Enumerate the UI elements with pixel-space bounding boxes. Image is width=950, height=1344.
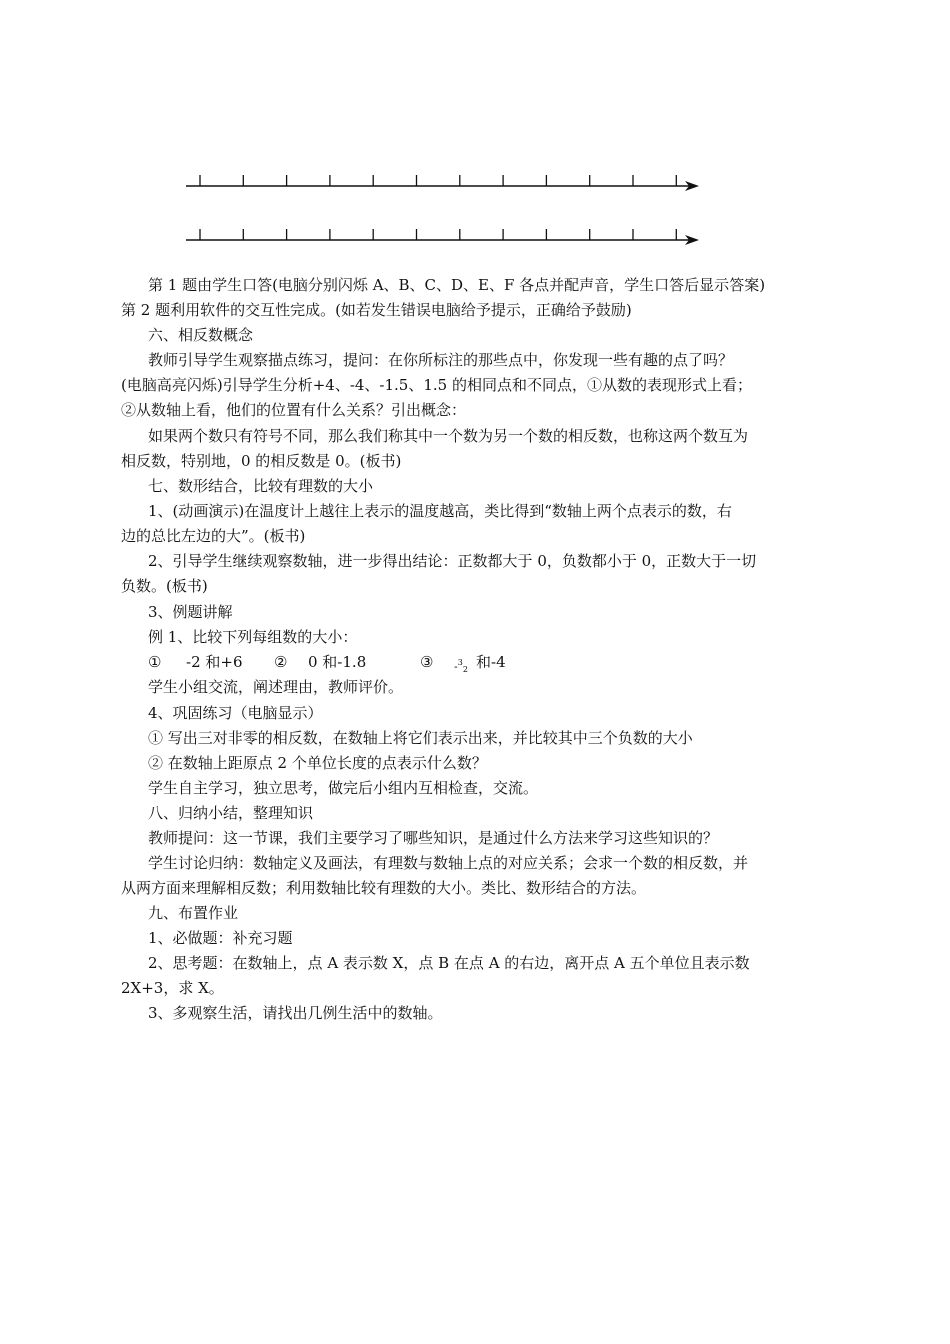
text-line: ②从数轴上看，他们的位置有什么关系？引出概念：: [121, 401, 467, 419]
text-line: 从两方面来理解相反数；利用数轴比较有理数的大小。类比、数形结合的方法。: [121, 879, 647, 897]
example-item: 和-4: [476, 653, 506, 671]
number-line-2: [186, 229, 699, 245]
fraction-sign: -: [454, 660, 458, 673]
text-line: ② 在数轴上距原点 2 个单位长度的点表示什么数？: [148, 754, 487, 772]
text-line: 负数。(板书): [121, 577, 208, 595]
text-line: 如果两个数只有符号不同，那么我们称其中一个数为另一个数的相反数，也称这两个数互为: [148, 427, 749, 445]
text-line: ① 写出三对非零的相反数，在数轴上将它们表示出来，并比较其中三个负数的大小: [148, 729, 693, 747]
fraction-denominator: 2: [462, 665, 468, 674]
text-line: 学生讨论归纳：数轴定义及画法，有理数与数轴上点的对应关系；会求一个数的相反数，并: [148, 854, 749, 872]
text-line: 2、引导学生继续观察数轴，进一步得出结论：正数都大于 0，负数都小于 0，正数大于一切: [148, 552, 757, 570]
text-line: 九、布置作业: [148, 904, 239, 922]
text-line: 七、数形结合，比较有理数的大小: [148, 477, 374, 495]
text-line: 教师提问：这一节课，我们主要学习了哪些知识，是通过什么方法来学习这些知识的？: [148, 829, 719, 847]
text-line: 2、思考题：在数轴上，点 A 表示数 X，点 B 在点 A 的右边，离开点 A 五个单位且表示数: [148, 954, 750, 972]
item-number: ①: [148, 653, 162, 671]
text-line: 例 1、比较下列每组数的大小：: [148, 628, 358, 646]
fraction-numerator: 3: [457, 658, 463, 667]
text-line: 2X+3，求 X。: [121, 979, 224, 997]
text-line: 1、(动画演示)在温度计上越往上表示的温度越高，类比得到“数轴上两个点表示的数，右: [148, 502, 732, 520]
text-line: 六、相反数概念: [148, 326, 254, 344]
text-line: 相反数，特别地，0 的相反数是 0。(板书): [121, 452, 402, 470]
example-item: 0 和-1.8: [308, 653, 367, 671]
item-number: ②: [274, 653, 288, 671]
tick-marks: [200, 175, 676, 186]
text-line: 边的总比左边的大”。(板书): [121, 527, 306, 545]
number-lines: [180, 170, 710, 255]
example-item: -2 和+6: [186, 653, 243, 671]
text-line: 学生自主学习，独立思考，做完后小组内互相检查，交流。: [148, 779, 539, 797]
text-line: 学生小组交流，阐述理由，教师评价。: [148, 678, 404, 696]
example-line: [148, 650, 668, 675]
item-number: ③: [420, 653, 434, 671]
text-line: 第 2 题利用软件的交互性完成。(如若发生错误电脑给予提示，正确给予鼓励): [121, 301, 632, 319]
text-line: 1、必做题：补充习题: [148, 929, 293, 947]
text-line: 4、巩固练习（电脑显示）: [148, 704, 323, 722]
number-line-1: [186, 175, 699, 191]
fraction: [454, 650, 468, 682]
text-line: 3、多观察生活，请找出几例生活中的数轴。: [148, 1004, 443, 1022]
text-line: 3、例题讲解: [148, 603, 233, 621]
text-line: (电脑高亮闪烁)引导学生分析+4、-4、-1.5、1.5 的相同点和不同点，①从数的表现形式上看；: [121, 376, 752, 394]
text-line: 第 1 题由学生口答(电脑分别闪烁 A、B、C、D、E、F 各点并配声音，学生口答后显示答案): [148, 276, 766, 294]
text-line: 教师引导学生观察描点练习，提问：在你所标注的那些点中，你发现一些有趣的点了吗？: [148, 351, 734, 369]
text-line: 八、归纳小结，整理知识: [148, 804, 314, 822]
tick-marks: [200, 229, 676, 240]
